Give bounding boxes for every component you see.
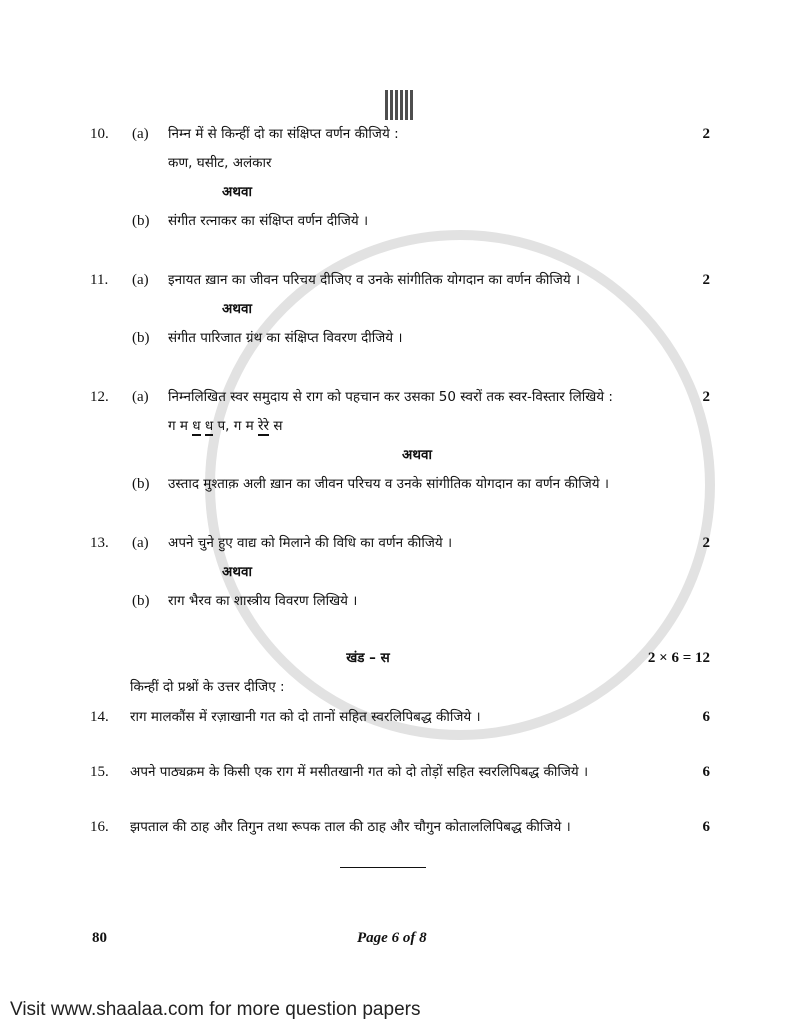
section-marks (647, 646, 710, 670)
page-number: Page 6 of 8 (357, 930, 427, 946)
section-instruction: किन्हीं दो प्रश्नों के उत्तर दीजिए : (130, 679, 285, 695)
question-10 (90, 120, 710, 236)
part-label: (a) (132, 535, 149, 551)
question-number: 15. (90, 764, 109, 780)
question-text: झपताल की ठाह और तिगुन तथा रूपक ताल की ठाह और चौगुन कोताललिपिबद्ध कीजिये । (130, 819, 571, 835)
marks: 2 (702, 535, 710, 551)
question-text: राग मालकौंस में रज़ाखानी गत को दो तानों सहित स्वरलिपिबद्ध कीजिये । (130, 709, 481, 725)
part-label: (b) (132, 213, 150, 229)
swar: ग म (168, 418, 193, 434)
or-label: अथवा (402, 447, 432, 463)
part-label: (a) (132, 389, 149, 405)
part-label: (a) (132, 272, 149, 288)
komal-swar: ध (204, 418, 214, 434)
komal-swar: ध (192, 418, 201, 434)
question-number: 14. (90, 709, 109, 725)
marks: 2 (702, 389, 710, 405)
marks: 2 (702, 272, 710, 288)
or-label: अथवा (222, 184, 252, 200)
or-label: अथवा (222, 301, 252, 317)
part-label: (b) (132, 476, 150, 492)
question-text: अपने पाठ्यक्रम के किसी एक राग में मसीतखानी गत को दो तोड़ों सहित स्वरलिपिबद्ध कीजिये । (130, 764, 589, 780)
question-text: राग भैरव का शास्त्रीय विवरण लिखिये । (168, 593, 358, 609)
question-number: 12. (90, 389, 109, 405)
end-rule (340, 867, 426, 868)
question-subtext: कण, घसीट, अलंकार (168, 155, 272, 171)
marks: 6 (702, 764, 710, 780)
swar: प, ग म (213, 418, 258, 434)
part-label: (b) (132, 593, 150, 609)
question-12 (90, 383, 710, 499)
question-11 (90, 266, 710, 353)
section-marks-value: 2 × 6 = 12 (647, 650, 710, 666)
part-label: (a) (132, 126, 149, 142)
swar: स (269, 418, 283, 434)
question-text: इनायत ख़ान का जीवन परिचय दीजिए व उनके सांगीतिक योगदान का वर्णन कीजिये । (168, 272, 581, 288)
question-13 (90, 529, 710, 616)
question-text: उस्ताद मुश्ताक़ अली ख़ान का जीवन परिचय व उनके सांगीतिक योगदान का वर्णन कीजिये । (168, 476, 609, 492)
question-text: संगीत पारिजात ग्रंथ का संक्षिप्त विवरण दीजिये । (168, 330, 403, 346)
or-label: अथवा (222, 564, 252, 580)
section-title: खंड – स (346, 650, 390, 666)
page-footer (90, 930, 710, 947)
question-number: 10. (90, 126, 109, 142)
komal-swar: रे (263, 418, 270, 434)
marks: 2 (702, 126, 710, 142)
question-16 (90, 815, 710, 839)
question-text: निम्नलिखित स्वर समुदाय से राग को पहचान कर उसका 50 स्वरों तक स्वर-विस्तार लिखिये : (168, 389, 613, 405)
paper-code: 80 (92, 930, 107, 946)
question-text: निम्न में से किन्हीं दो का संक्षिप्त वर्णन कीजिये : (168, 126, 399, 142)
marks: 6 (702, 709, 710, 725)
question-text: अपने चुने हुए वाद्य को मिलाने की विधि का वर्णन कीजिये । (168, 535, 453, 551)
question-text: संगीत रत्नाकर का संक्षिप्त वर्णन दीजिये । (168, 213, 369, 229)
question-number: 11. (90, 272, 109, 288)
question-15 (90, 760, 710, 784)
promo-banner[interactable]: Visit www.shaalaa.com for more question papers (10, 999, 421, 1020)
question-number: 13. (90, 535, 109, 551)
section-header (90, 646, 710, 670)
question-14 (90, 705, 710, 729)
question-number: 16. (90, 819, 109, 835)
komal-swar: रे (258, 418, 264, 434)
marks: 6 (702, 819, 710, 835)
swar-notation (168, 412, 666, 441)
part-label: (b) (132, 330, 150, 346)
